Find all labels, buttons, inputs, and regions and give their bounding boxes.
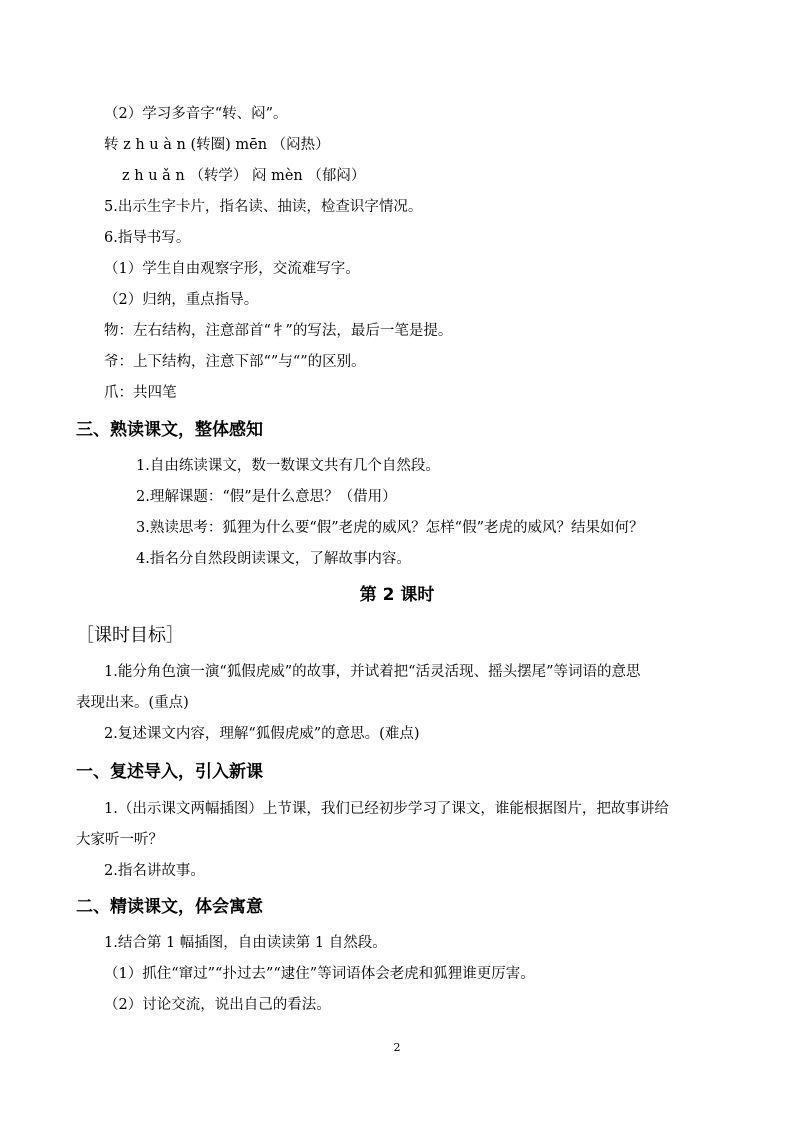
text-line: 2.指名讲故事。 [104, 863, 205, 879]
text-line: （2）讨论交流，说出自己的看法。 [104, 997, 331, 1013]
text-line: 爷：上下结构，注意下部“”与“”的区别。 [104, 354, 366, 370]
list-item: 1.自由练读课文，数一数课文共有几个自然段。 [136, 458, 440, 474]
text-line: 5.出示生字卡片，指名读、抽读，检查识字情况。 [104, 199, 423, 215]
page-number: 2 [393, 1041, 401, 1054]
text-line: （2）学习多音字“转、闷”。 [104, 106, 288, 122]
text-line: 物：左右结构，注意部首“牜”的写法，最后一笔是提。 [104, 323, 453, 339]
list-item: 3.熟读思考：狐狸为什么要“假”老虎的威风？怎样“假”老虎的威风？结果如何？ [136, 520, 644, 536]
text-line: （2）归纳，重点指导。 [104, 292, 259, 308]
section-heading: 二、精读课文，体会寓意 [76, 897, 263, 917]
goals-heading: ［课时目标］ [76, 625, 184, 646]
text-line: 6.指导书写。 [104, 230, 191, 246]
section-heading: 一、复述导入，引入新课 [76, 762, 263, 782]
section-heading: 三、熟读课文，整体感知 [76, 420, 263, 440]
text-line: 大家听一听？ [76, 832, 163, 848]
text-line: 转 z h u à n (转圈) mēn （闷热） [104, 137, 330, 153]
text-line: z h u ǎ n （转学） 闷 mèn （郁闷） [122, 168, 366, 184]
text-line: 表现出来。(重点) [76, 695, 189, 711]
list-item: 4.指名分自然段朗读课文，了解故事内容。 [136, 551, 411, 567]
text-line: （1）学生自由观察字形，交流难写字。 [104, 261, 360, 277]
text-line: 1.结合第 1 幅插图，自由读读第 1 自然段。 [104, 935, 387, 951]
text-line: 1.能分角色演一演“狐假虎威”的故事，并试着把“活灵活现、摇头摆尾”等词语的意思 [104, 664, 641, 680]
text-line: 2.复述课文内容，理解“狐假虎威”的意思。(难点) [104, 726, 420, 742]
list-item: 2.理解课题：“假”是什么意思？（借用） [136, 489, 397, 505]
text-line: 爪：共四笔 [104, 385, 177, 401]
text-line: （1）抓住“窜过”“扑过去”“逮住”等词语体会老虎和狐狸谁更厉害。 [104, 966, 535, 982]
lesson-title: 第 2 课时 [359, 585, 435, 605]
text-line: 1.（出示课文两幅插图）上节课，我们已经初步学习了课文，谁能根据图片，把故事讲给 [104, 801, 669, 817]
